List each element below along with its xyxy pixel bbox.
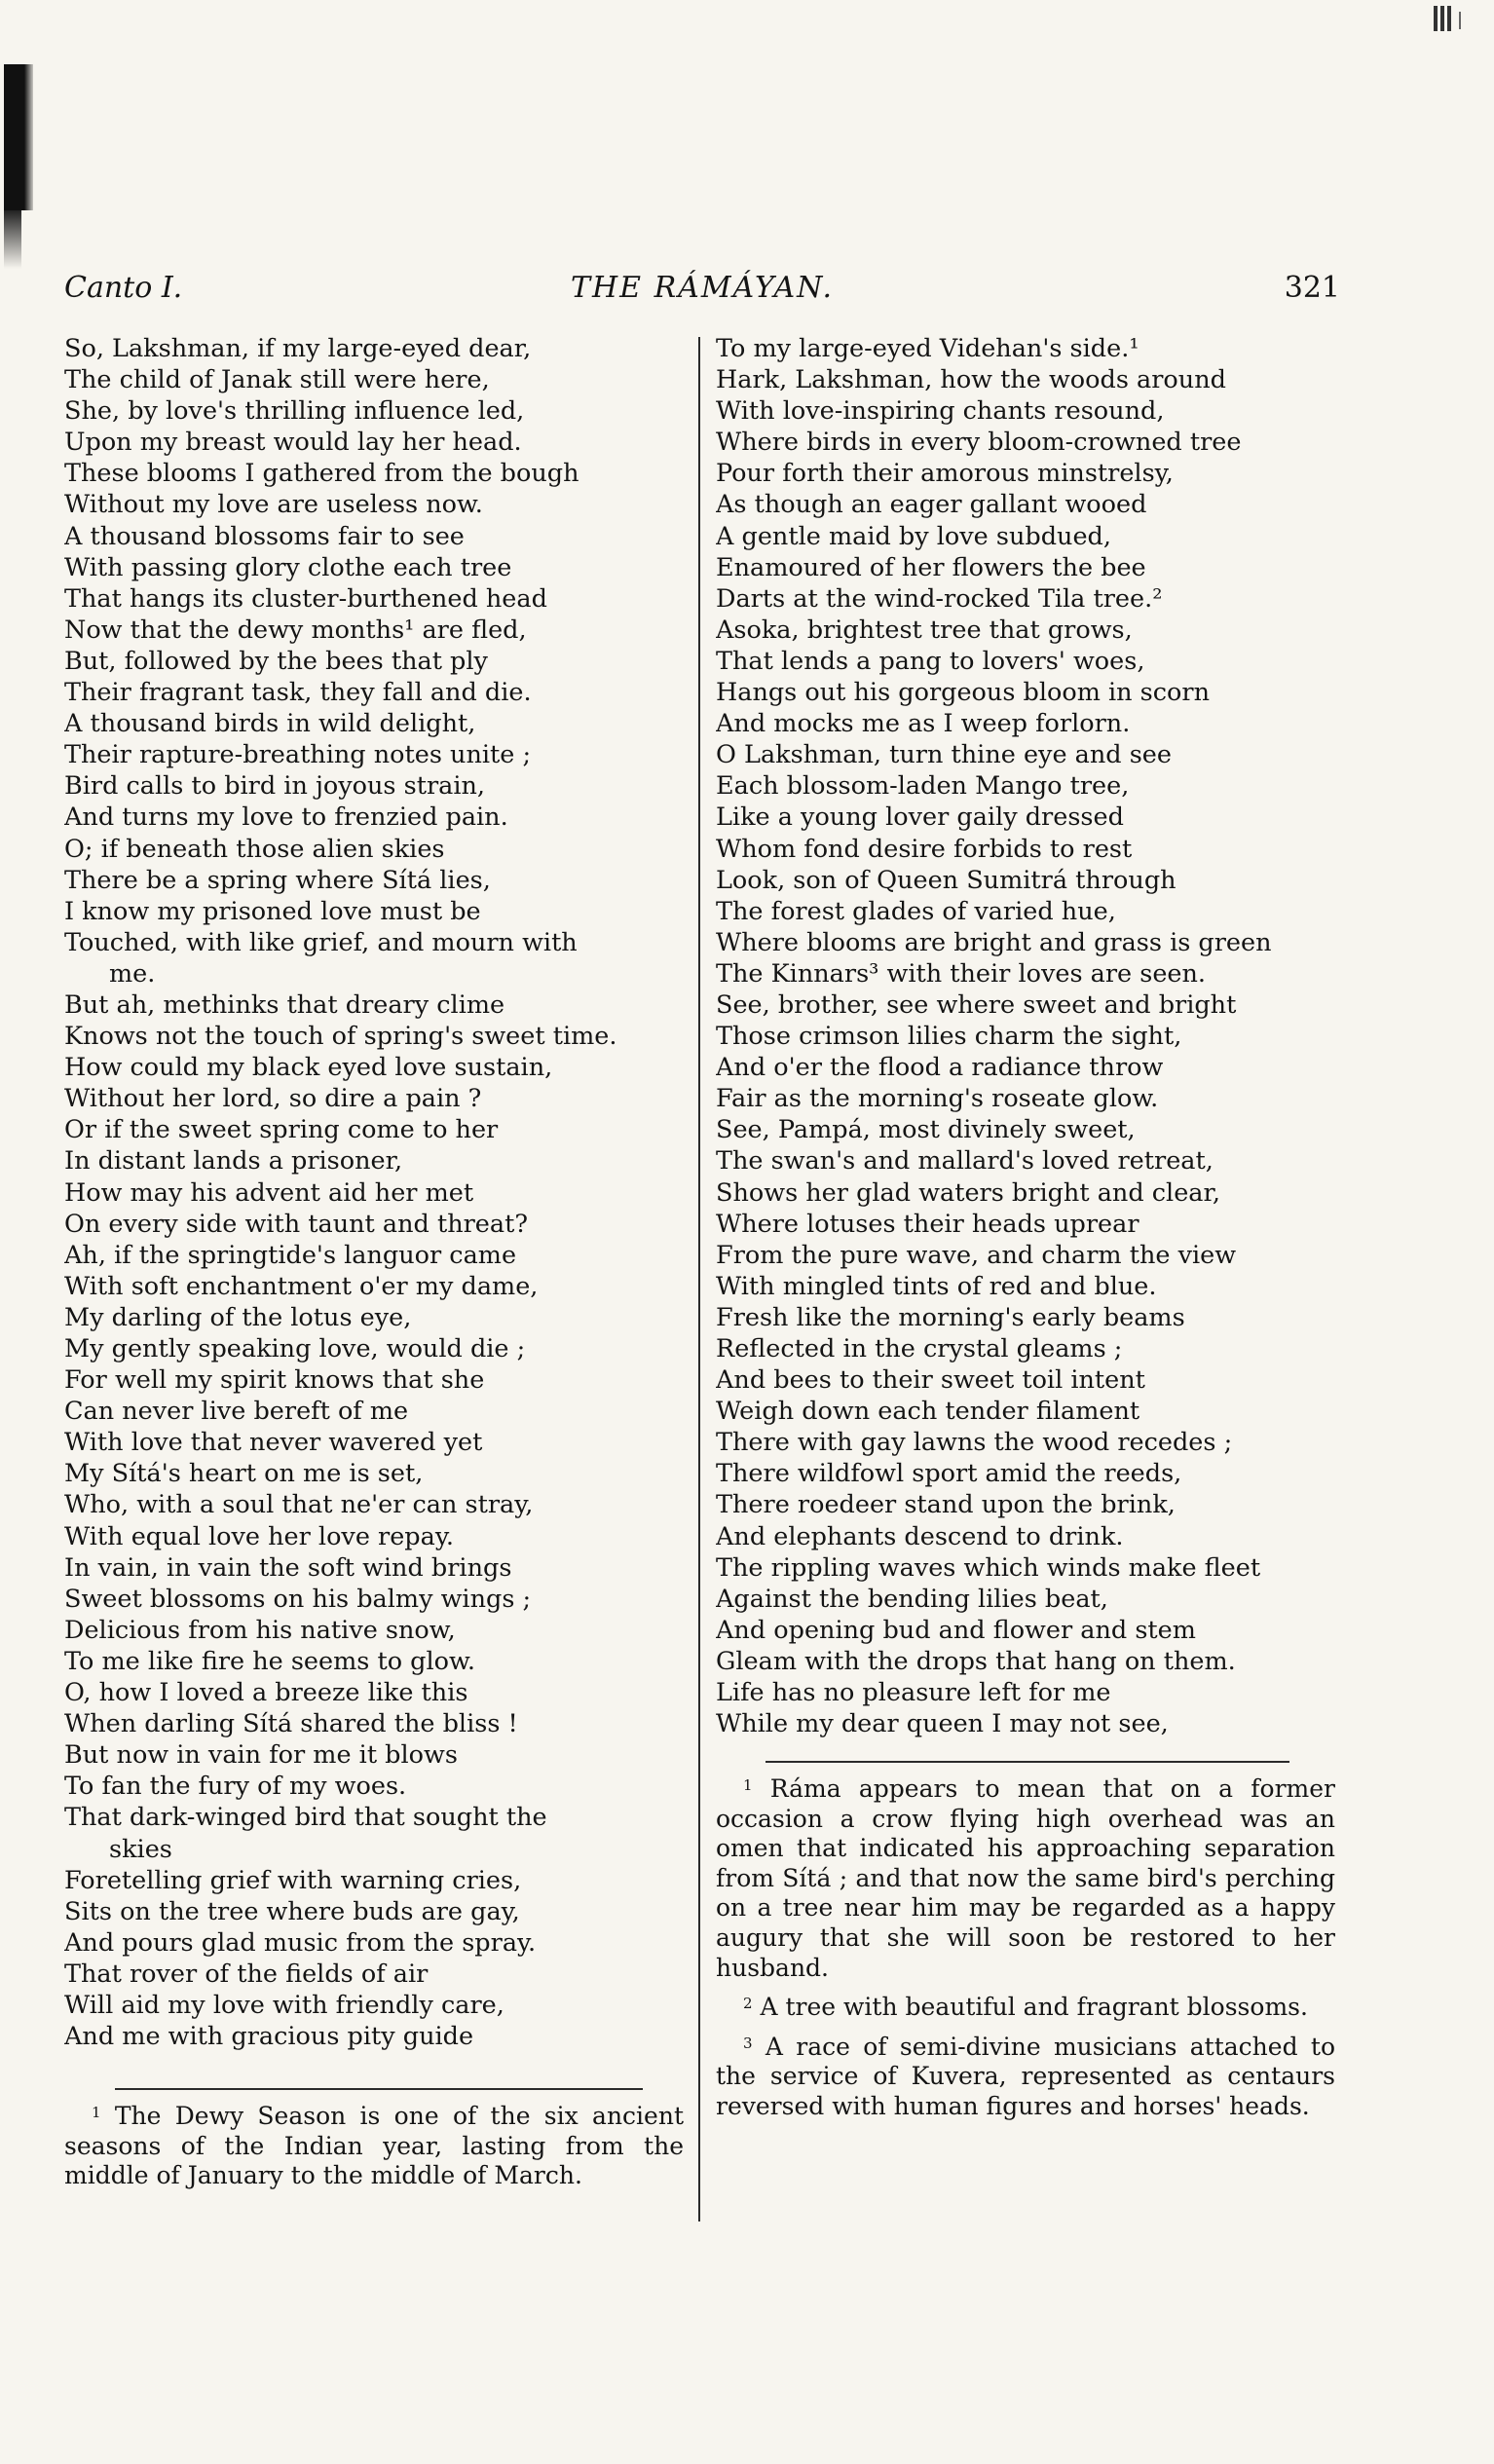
- verse-line: In vain, in vain the soft wind brings: [64, 1552, 512, 1583]
- verse-line: How may his advent aid her met: [64, 1177, 474, 1208]
- left-column-verse: [64, 333, 680, 2052]
- verse-line: A thousand blossoms fair to see: [64, 521, 465, 551]
- verse-line: Hark, Lakshman, how the woods around: [716, 365, 1226, 395]
- verse-line: While my dear queen I may not see,: [716, 1709, 1169, 1739]
- verse-line: The child of Janak still were here,: [64, 365, 490, 395]
- verse-line: With mingled tints of red and blue.: [716, 1271, 1157, 1301]
- verse-line: Pour forth their amorous minstrelsy,: [716, 459, 1174, 489]
- verse-line: See, brother, see where sweet and bright: [716, 989, 1237, 1020]
- verse-line: Look, son of Queen Sumitrá through: [716, 865, 1177, 895]
- footnote: [64, 2102, 684, 2191]
- verse-line: A thousand birds in wild delight,: [64, 709, 476, 739]
- verse-line: With passing glory clothe each tree: [64, 552, 512, 582]
- verse-line: The rippling waves which winds make fleet: [716, 1552, 1261, 1583]
- verse-line: Will aid my love with friendly care,: [64, 1990, 504, 2020]
- verse-line: There be a spring where Sítá lies,: [64, 865, 491, 895]
- verse-line: How could my black eyed love sustain,: [64, 1053, 553, 1083]
- verse-line: There wildfowl sport amid the reeds,: [716, 1459, 1182, 1489]
- verse-line: Where lotuses their heads uprear: [716, 1209, 1139, 1239]
- verse-line: Fair as the morning's roseate glow.: [716, 1084, 1159, 1114]
- verse-line: Without her lord, so dire a pain ?: [64, 1084, 482, 1114]
- verse-line: Life has no pleasure left for me: [716, 1678, 1111, 1708]
- verse-line: Bird calls to bird in joyous strain,: [64, 771, 486, 802]
- verse-line: I know my prisoned love must be: [64, 896, 481, 926]
- footnote-rule-left: [115, 2088, 643, 2090]
- verse-line: For well my spirit knows that she: [64, 1365, 485, 1396]
- verse-line: With soft enchantment o'er my dame,: [64, 1271, 539, 1301]
- verse-line: Fresh like the morning's early beams: [716, 1302, 1185, 1332]
- page-number: 321: [1284, 271, 1340, 305]
- verse-line: And turns my love to frenzied pain.: [64, 803, 508, 833]
- verse-line: Upon my breast would lay her head.: [64, 428, 522, 458]
- verse-line: And pours glad music from the spray.: [64, 1927, 537, 1958]
- verse-line: That lends a pang to lovers' woes,: [716, 646, 1145, 676]
- footnote-rule-right: [766, 1761, 1289, 1763]
- verse-line: In distant lands a prisoner,: [64, 1146, 403, 1176]
- verse-line: Now that the dewy months¹ are fled,: [64, 615, 527, 645]
- verse-line: Gleam with the drops that hang on them.: [716, 1646, 1236, 1676]
- verse-line: That hangs its cluster-burthened head: [64, 583, 547, 614]
- footnote-text: A race of semi-divine musicians attached to the service of Kuvera, represented as centaurs reversed with human figures and horses' heads.: [716, 2032, 1335, 2120]
- verse-line: Delicious from his native snow,: [64, 1615, 456, 1645]
- verse-line: The swan's and mallard's loved retreat,: [716, 1146, 1214, 1176]
- verse-line: A gentle maid by love subdued,: [716, 521, 1111, 551]
- verse-line: Can never live bereft of me: [64, 1397, 409, 1427]
- verse-line: me.: [109, 958, 156, 989]
- verse-line: These blooms I gathered from the bough: [64, 459, 579, 489]
- footnote-mark: 1: [92, 2104, 101, 2121]
- verse-line: When darling Sítá shared the bliss !: [64, 1709, 518, 1739]
- verse-line: To my large-eyed Videhan's side.¹: [716, 334, 1139, 363]
- verse-line: There with gay lawns the wood recedes ;: [716, 1428, 1233, 1458]
- verse-line: With love that never wavered yet: [64, 1428, 483, 1458]
- verse-line: Sweet blossoms on his balmy wings ;: [64, 1584, 532, 1614]
- verse-line: Their rapture-breathing notes unite ;: [64, 740, 532, 770]
- verse-line: That dark-winged bird that sought the: [64, 1803, 547, 1833]
- running-header: [64, 267, 1340, 310]
- footnote-text: The Dewy Season is one of the six ancient seasons of the Indian year, lasting from the middle of January to the middle of March.: [64, 2102, 684, 2190]
- verse-line: Each blossom-laden Mango tree,: [716, 771, 1130, 802]
- footnote-mark: 3: [743, 2034, 753, 2052]
- verse-line: Sits on the tree where buds are gay,: [64, 1896, 520, 1926]
- verse-line: To me like fire he seems to glow.: [64, 1646, 475, 1676]
- footnote: [716, 1993, 1335, 2023]
- verse-line: Whom fond desire forbids to rest: [716, 834, 1133, 864]
- verse-line: Their fragrant task, they fall and die.: [64, 678, 532, 708]
- verse-line: And o'er the flood a radiance throw: [716, 1053, 1164, 1083]
- verse-line: Touched, with like grief, and mourn with: [64, 927, 578, 957]
- running-title: THE RÁMÁYAN.: [570, 271, 835, 305]
- verse-line: She, by love's thrilling influence led,: [64, 396, 525, 427]
- verse-line: And bees to their sweet toil intent: [716, 1365, 1145, 1396]
- verse-line: Who, with a soul that ne'er can stray,: [64, 1490, 534, 1520]
- verse-line: As though an eager gallant wooed: [716, 490, 1147, 520]
- verse-line: Enamoured of her flowers the bee: [716, 552, 1146, 582]
- footnotes-right: [716, 1774, 1335, 2132]
- footnote: [716, 1774, 1335, 1983]
- verse-line: With love-inspiring chants resound,: [716, 396, 1165, 427]
- verse-line: See, Pampá, most divinely sweet,: [716, 1115, 1136, 1145]
- verse-line: But ah, methinks that dreary clime: [64, 989, 505, 1020]
- verse-line: And me with gracious pity guide: [64, 2022, 474, 2052]
- verse-line: Knows not the touch of spring's sweet time.: [64, 1022, 617, 1052]
- footnote: [716, 2033, 1335, 2122]
- verse-line: And mocks me as I weep forlorn.: [716, 709, 1131, 739]
- verse-line: Shows her glad waters bright and clear,: [716, 1177, 1220, 1208]
- verse-line: And opening bud and flower and stem: [716, 1615, 1196, 1645]
- verse-line: Against the bending lilies beat,: [716, 1584, 1108, 1614]
- scan-registration-marks: [1434, 6, 1473, 35]
- right-column-verse: [716, 333, 1335, 1739]
- verse-line: With equal love her love repay.: [64, 1521, 454, 1551]
- verse-line: From the pure wave, and charm the view: [716, 1240, 1237, 1270]
- verse-line: Reflected in the crystal gleams ;: [716, 1334, 1123, 1363]
- footnote-mark: 1: [743, 1776, 753, 1794]
- verse-line: Ah, if the springtide's languor came: [64, 1240, 517, 1270]
- binding-edge-shadow: [4, 64, 33, 210]
- verse-line: To fan the fury of my woes.: [64, 1772, 407, 1802]
- verse-line: But, followed by the bees that ply: [64, 646, 488, 676]
- verse-line: Like a young lover gaily dressed: [716, 803, 1124, 833]
- verse-line: My darling of the lotus eye,: [64, 1302, 412, 1332]
- footnotes-left: [64, 2102, 684, 2201]
- verse-line: The forest glades of varied hue,: [716, 896, 1116, 926]
- verse-line: That rover of the fields of air: [64, 1959, 429, 1989]
- verse-line: There roedeer stand upon the brink,: [716, 1490, 1176, 1520]
- canto-label: Canto I.: [64, 271, 183, 305]
- verse-line: O; if beneath those alien skies: [64, 834, 445, 864]
- verse-line: Darts at the wind-rocked Tila tree.²: [716, 583, 1163, 614]
- footnote-text: Ráma appears to mean that on a former occasion a crow flying high overhead was an omen that indicated his approaching separation from Sítá ; and that now the same bird's perching on a tree near him may be regarded as a happy augury that she will soon be restored to her husband.: [716, 1774, 1335, 1982]
- verse-line: And elephants descend to drink.: [716, 1521, 1124, 1551]
- verse-line: O, how I loved a breeze like this: [64, 1678, 468, 1708]
- verse-line: On every side with taunt and threat?: [64, 1209, 529, 1239]
- verse-line: My gently speaking love, would die ;: [64, 1334, 526, 1363]
- column-divider: [698, 337, 700, 2221]
- verse-line: Where blooms are bright and grass is green: [716, 927, 1272, 957]
- verse-line: Weigh down each tender filament: [716, 1397, 1140, 1427]
- footnote-mark: 2: [743, 1995, 753, 2013]
- verse-line: Asoka, brightest tree that grows,: [716, 615, 1133, 645]
- verse-line: Where birds in every bloom-crowned tree: [716, 428, 1242, 458]
- verse-line: skies: [109, 1834, 172, 1864]
- verse-line: O Lakshman, turn thine eye and see: [716, 740, 1172, 770]
- verse-line: Those crimson lilies charm the sight,: [716, 1022, 1182, 1052]
- verse-line: Or if the sweet spring come to her: [64, 1115, 499, 1145]
- verse-line: But now in vain for me it blows: [64, 1740, 458, 1771]
- verse-line: The Kinnars³ with their loves are seen.: [716, 958, 1207, 989]
- verse-line: My Sítá's heart on me is set,: [64, 1459, 424, 1489]
- verse-line: Foretelling grief with warning cries,: [64, 1865, 522, 1895]
- verse-line: Hangs out his gorgeous bloom in scorn: [716, 678, 1211, 708]
- footnote-text: A tree with beautiful and fragrant blossoms.: [752, 1993, 1308, 2022]
- verse-line: So, Lakshman, if my large-eyed dear,: [64, 334, 532, 363]
- verse-line: Without my love are useless now.: [64, 490, 483, 520]
